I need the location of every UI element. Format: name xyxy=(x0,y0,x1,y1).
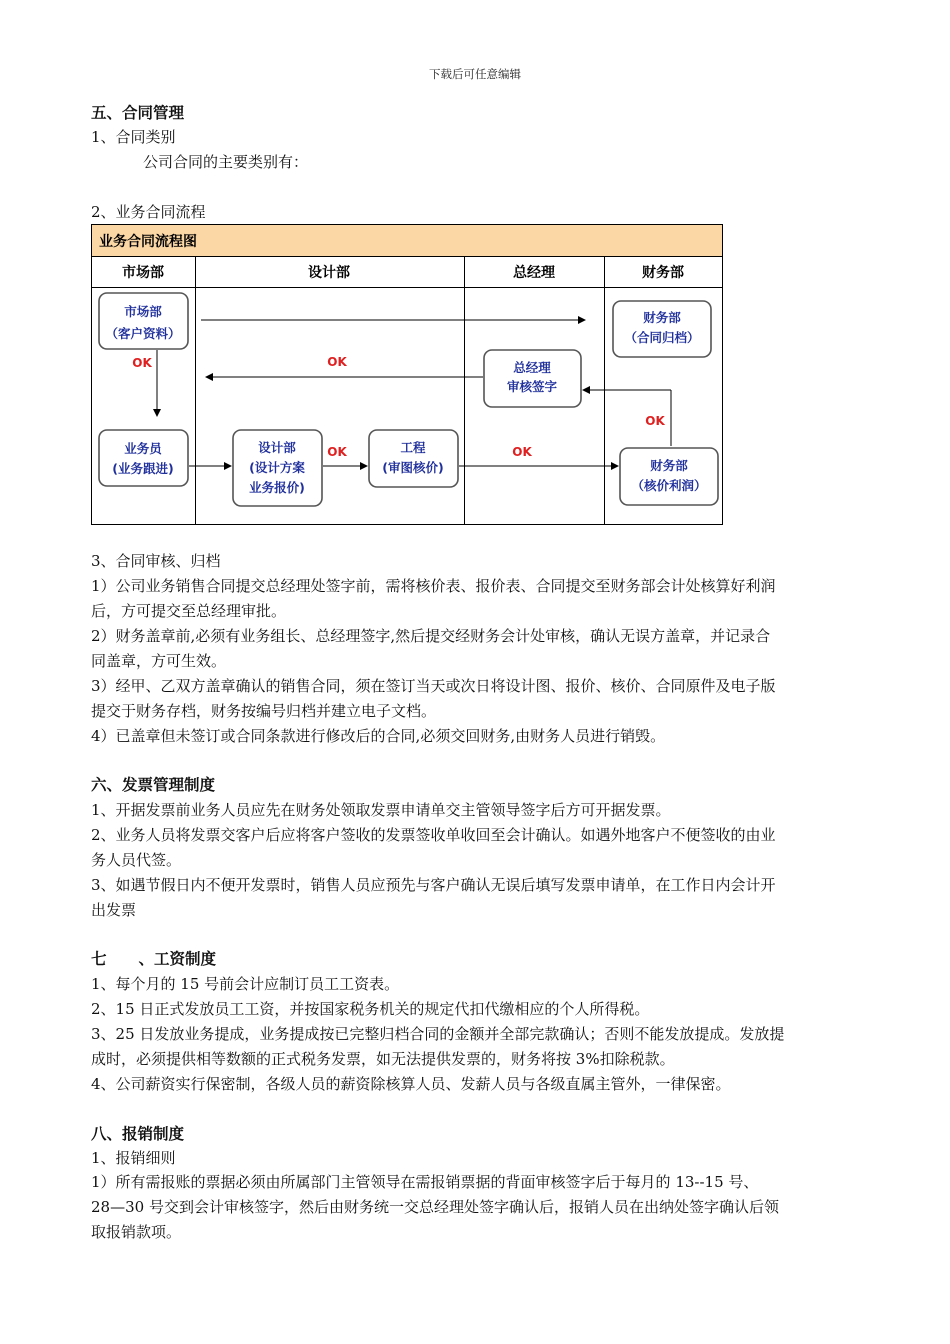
sec5-line-2: 后，方可提交至总经理审批。 xyxy=(91,602,287,620)
sec5-line-4: 同盖章，方可生效。 xyxy=(91,652,227,670)
subsection-3: 3、合同审核、归档 xyxy=(91,552,221,570)
flowchart-title: 业务合同流程图 xyxy=(99,234,197,250)
sec5-line-1: 1）公司业务销售合同提交总经理处签字前，需将核价表、报价表、合同提交至财务部会计处核算好利润 xyxy=(91,577,776,595)
sec5-line-5: 3）经甲、乙双方盖章确认的销售合同，须在签订当天或次日将设计图、报价、核价、合同原件及电子版 xyxy=(91,677,776,695)
sec6-line-4: 3、如遇节假日内不便开发票时，销售人员应预先与客户确认无误后填写发票申请单，在工作日内会计开 xyxy=(91,876,776,894)
svg-text:财务部: 财务部 xyxy=(650,458,688,473)
section-7-title xyxy=(91,949,216,969)
svg-text:总经理: 总经理 xyxy=(513,360,551,375)
contract-types-text: 公司合同的主要类别有： xyxy=(143,153,309,171)
node-sales xyxy=(99,430,188,486)
svg-text:业务报价): 业务报价) xyxy=(249,480,305,495)
svg-text:设计部: 设计部 xyxy=(258,440,296,455)
svg-text:（客户资料）: （客户资料） xyxy=(105,326,181,341)
section-8-title: 八、报销制度 xyxy=(91,1125,185,1143)
sec8-line-1: 1）所有需报账的票据必须由所属部门主管领导在需报销票据的背面审核签字后于每月的 13--15 号、 xyxy=(91,1173,759,1191)
node-design xyxy=(233,430,322,506)
ok-label-design: OK xyxy=(327,445,347,459)
sec7-line-3: 3、25 日发放业务提成，业务提成按已完整归档合同的金额并全部完款确认；否则不能发放提成。发放提 xyxy=(91,1025,785,1043)
svg-text:（核价利润）: （核价利润） xyxy=(631,478,707,493)
sec8-line-3: 取报销款项。 xyxy=(91,1223,182,1241)
svg-text:财务部: 财务部 xyxy=(643,310,681,325)
ok-label-gm: OK xyxy=(327,355,347,369)
sec6-line-1: 1、开据发票前业务人员应先在财务处领取发票申请单交主管领导签字后方可开据发票。 xyxy=(91,801,671,819)
column-header-gm: 总经理 xyxy=(513,265,555,281)
sec5-line-6: 提交于财务存档，财务按编号归档并建立电子文档。 xyxy=(91,702,437,720)
sec7-line-4: 成时，必须提供相等数额的正式税务发票，如无法提供发票的，财务将按 3%扣除税款。 xyxy=(91,1050,675,1068)
ok-label-market: OK xyxy=(132,356,152,370)
sec7-line-5: 4、公司薪资实行保密制，各级人员的薪资除核算人员、发薪人员与各级直属主管外，一律保密。 xyxy=(91,1075,731,1093)
sec7-line-2: 2、15 日正式发放员工工资，并按国家税务机关的规定代扣代缴相应的个人所得税。 xyxy=(91,1000,650,1018)
node-finance-archive xyxy=(613,301,711,357)
node-market xyxy=(99,293,188,349)
ok-label-finance: OK xyxy=(645,414,665,428)
sec8-line-2: 28—30 号交到会计审核签字，然后由财务统一交总经理处签字确认后，报销人员在出纳处签字确认后领 xyxy=(91,1198,779,1216)
node-gm-approval xyxy=(484,350,581,407)
sec6-line-5: 出发票 xyxy=(91,901,137,919)
column-header-finance: 财务部 xyxy=(642,265,684,281)
section-6-title: 六、发票管理制度 xyxy=(91,776,216,794)
svg-text:（合同归档）: （合同归档） xyxy=(624,330,700,345)
column-header-design: 设计部 xyxy=(308,265,350,281)
column-header-market: 市场部 xyxy=(122,265,164,281)
sec7-line-1: 1、每个月的 15 号前会计应制订员工工资表。 xyxy=(91,975,400,993)
sec6-line-2: 2、业务人员将发票交客户后应将客户签收的发票签收单收回至会计确认。如遇外地客户不便签收的由业 xyxy=(91,826,776,844)
contract-flowchart xyxy=(91,224,724,526)
svg-text:审核签字: 审核签字 xyxy=(506,379,558,394)
section-5-title: 五、合同管理 xyxy=(91,104,185,122)
subsection-1: 1、合同类别 xyxy=(91,128,176,146)
svg-text:工程: 工程 xyxy=(400,440,426,455)
svg-text:市场部: 市场部 xyxy=(124,304,162,319)
sec5-line-3: 2）财务盖章前,必须有业务组长、总经理签字,然后提交经财务会计处审核，确认无误方盖章，并记录合 xyxy=(91,627,771,645)
subsection-2: 2、业务合同流程 xyxy=(91,203,206,221)
section-7-number: 七 xyxy=(91,950,107,968)
section-7-text: 、工资制度 xyxy=(138,950,217,968)
page-header: 下载后可任意编辑 xyxy=(429,67,521,81)
svg-text:(设计方案: (设计方案 xyxy=(249,460,305,475)
sec8-subsection-1: 1、报销细则 xyxy=(91,1149,176,1167)
svg-text:(审图核价): (审图核价) xyxy=(382,460,444,475)
sec6-line-3: 务人员代签。 xyxy=(91,851,182,869)
svg-text:业务员: 业务员 xyxy=(124,441,162,456)
node-finance-pricing xyxy=(620,448,718,505)
svg-text:(业务跟进): (业务跟进) xyxy=(112,461,174,476)
node-engineering xyxy=(369,430,458,487)
ok-label-engineering: OK xyxy=(512,445,532,459)
sec5-line-7: 4）已盖章但未签订或合同条款进行修改后的合同,必须交回财务,由财务人员进行销毁。 xyxy=(91,727,666,745)
